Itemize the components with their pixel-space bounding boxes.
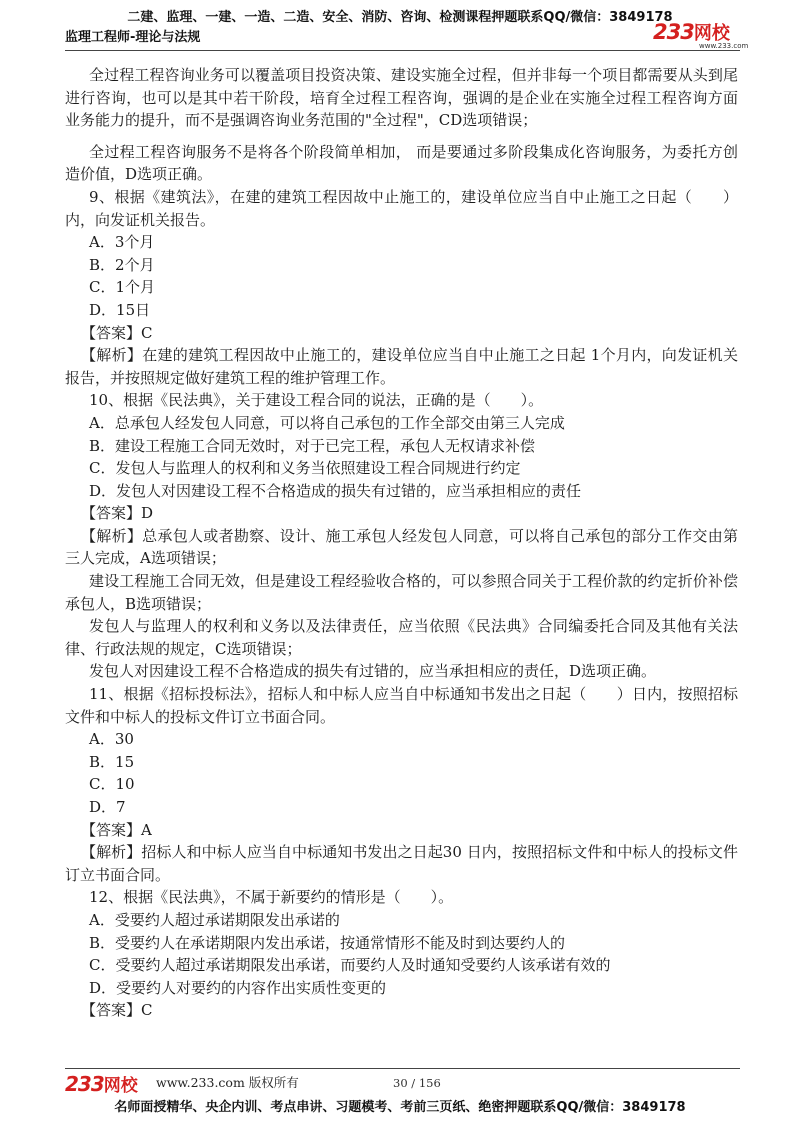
header-contact-line: 二建、监理、一建、一造、二造、安全、消防、咨询、检测课程押题联系QQ/微信：3849178 xyxy=(127,10,673,25)
analysis-label: 【解析】 xyxy=(81,843,142,862)
answer-label: 【答案】 xyxy=(81,504,142,523)
option-d: D．7 xyxy=(89,798,126,816)
analysis-label: 【解析】 xyxy=(81,346,143,365)
logo-digits: 233 xyxy=(65,1072,104,1096)
logo-text: 网校 xyxy=(103,1076,138,1096)
header-logo xyxy=(653,22,730,43)
analysis-text: 在建的建筑工程因故中止施工的，建设单位应当自中止施工之日起 1个月内，向发证机关报告，并按照规定做好建筑工程的维护管理工作。 xyxy=(65,346,738,387)
logo-text: 网校 xyxy=(693,23,730,44)
footer-divider xyxy=(65,1068,740,1069)
analysis-text: 招标人和中标人应当自中标通知书发出之日起30 日内，按照招标文件和中标人的投标文件订立书面合同。 xyxy=(65,843,738,884)
question-10 xyxy=(65,389,738,683)
header-logo-url: www.233.com xyxy=(699,42,749,50)
option-d: D．受要约人对要约的内容作出实质性变更的 xyxy=(89,978,387,997)
option-b: B．2个月 xyxy=(89,255,155,274)
intro-paragraph: 全过程工程咨询业务可以覆盖项目投资决策、建设实施全过程，但并非每一个项目都需要从头到尾进行咨询，也可以是其中若干阶段，培育全过程工程咨询，强调的是企业在实施全过程工程咨询方面业务能力的提升，而不是强调咨询业务范围的"全过程"，CD选项错误； xyxy=(65,66,738,130)
option-a: A．3个月 xyxy=(89,233,155,252)
answer-label: 【答案】 xyxy=(81,1001,142,1020)
question-9 xyxy=(65,186,738,389)
option-a: A．总承包人经发包人同意，可以将自己承包的工作全部交由第三人完成 xyxy=(89,413,565,432)
analysis-paragraph xyxy=(65,525,738,570)
option-d: D．15日 xyxy=(89,300,151,319)
answer-line xyxy=(65,819,738,842)
answer-line xyxy=(65,502,738,525)
question-stem: 11、根据《招标投标法》，招标人和中标人应当自中标通知书发出之日起（ ）日内，按照招标文件和中标人的投标文件订立书面合同。 xyxy=(65,685,738,726)
option-b: B．建设工程施工合同无效时，对于已完工程，承包人无权请求补偿 xyxy=(89,436,536,455)
option-a: A．30 xyxy=(89,730,134,749)
analysis-paragraph xyxy=(65,344,738,389)
answer-value: C xyxy=(141,323,153,342)
option-b: B．受要约人在承诺期限内发出承诺，按通常情形不能及时到达要约人的 xyxy=(89,933,566,952)
option-c: C．10 xyxy=(89,775,135,794)
answer-label: 【答案】 xyxy=(81,820,142,839)
answer-value: C xyxy=(141,1001,153,1020)
question-stem: 9、根据《建筑法》，在建的建筑工程因故中止施工的，建设单位应当自中止施工之日起（ ）内，向发证机关报告。 xyxy=(65,187,738,229)
question-stem: 10、根据《民法典》，关于建设工程合同的说法，正确的是（ ）。 xyxy=(89,391,544,410)
page-number: 30 / 156 xyxy=(393,1076,441,1090)
analysis-paragraph: 建设工程施工合同无效，但是建设工程经验收合格的，可以参照合同关于工程价款的约定折价补偿承包人，B选项错误； xyxy=(65,572,738,613)
header-subject: 监理工程师-理论与法规 xyxy=(65,30,201,45)
option-c: C．受要约人超过承诺期限发出承诺，而要约人及时通知受要约人该承诺有效的 xyxy=(89,956,611,975)
analysis-paragraph xyxy=(65,841,738,886)
answer-line xyxy=(65,322,738,345)
footer-promo-line: 名师面授精华、央企内训、考点串讲、习题模考、考前三页纸、绝密押题联系QQ/微信：3849178 xyxy=(114,1100,686,1115)
answer-label: 【答案】 xyxy=(81,323,142,342)
answer-value: D xyxy=(141,504,154,523)
option-d: D．发包人对因建设工程不合格造成的损失有过错的，应当承担相应的责任 xyxy=(89,481,582,500)
analysis-paragraph: 发包人与监理人的权利和义务以及法律责任，应当依照《民法典》合同编委托合同及其他有关法律、行政法规的规定，C选项错误； xyxy=(65,617,738,658)
analysis-label: 【解析】 xyxy=(81,526,143,545)
option-c: C．1个月 xyxy=(89,278,156,297)
analysis-text: 总承包人或者勘察、设计、施工承包人经发包人同意，可以将自己承包的部分工作交由第三人完成，A选项错误； xyxy=(65,526,738,568)
answer-value: A xyxy=(141,820,152,839)
question-11 xyxy=(65,683,738,886)
header-divider xyxy=(65,50,740,51)
option-c: C．发包人与监理人的权利和义务当依照建设工程合同规进行约定 xyxy=(89,459,521,478)
answer-line xyxy=(65,999,738,1022)
document-body xyxy=(65,64,738,1022)
option-b: B．15 xyxy=(89,752,135,771)
intro-paragraph: 全过程工程咨询服务不是将各个阶段简单相加， 而是要通过多阶段集成化咨询服务，为委托方创造价值，D选项正确。 xyxy=(65,142,738,184)
analysis-paragraph: 发包人对因建设工程不合格造成的损失有过错的，应当承担相应的责任，D选项正确。 xyxy=(89,662,657,681)
question-stem: 12、根据《民法典》，不属于新要约的情形是（ ）。 xyxy=(89,888,454,907)
logo-digits: 233 xyxy=(653,20,694,44)
question-12 xyxy=(65,886,738,1022)
footer-logo xyxy=(65,1074,138,1095)
option-a: A．受要约人超过承诺期限发出承诺的 xyxy=(89,910,340,929)
footer-copyright: www.233.com 版权所有 xyxy=(156,1075,299,1090)
